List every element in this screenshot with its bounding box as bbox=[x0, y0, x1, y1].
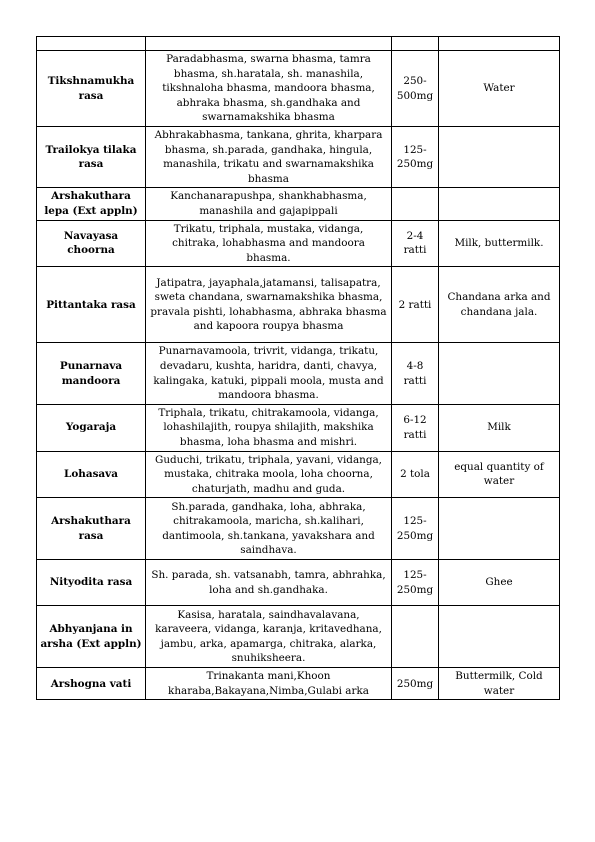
dose-cell: 125-250mg bbox=[392, 498, 439, 560]
anupana-cell bbox=[439, 498, 560, 560]
formulation-name: Trailokya tilaka rasa bbox=[37, 127, 146, 188]
formulation-name: Arshakuthara rasa bbox=[37, 498, 146, 560]
dose-cell: 6-12 ratti bbox=[392, 404, 439, 451]
table-row bbox=[37, 498, 560, 560]
dose-cell bbox=[392, 37, 439, 51]
table-row bbox=[37, 451, 560, 498]
dose-cell bbox=[392, 188, 439, 220]
anupana-cell: Chandana arka and chandana jala. bbox=[439, 267, 560, 343]
anupana-cell bbox=[439, 343, 560, 404]
anupana-cell bbox=[439, 188, 560, 220]
ingredients-cell: Sh.parada, gandhaka, loha, abhraka, chitrakamoola, maricha, sh.kalihari, dantimoola, sh.tankana, yavakshara and saindhava. bbox=[146, 498, 392, 560]
table-row bbox=[37, 668, 560, 700]
dose-cell: 2 tola bbox=[392, 451, 439, 498]
anupana-cell bbox=[439, 127, 560, 188]
anupana-cell: Milk bbox=[439, 404, 560, 451]
ingredients-cell: Abhrakabhasma, tankana, ghrita, kharpara bhasma, sh.parada, gandhaka, hingula, manashila, trikatu and swarnamakshika bhasma bbox=[146, 127, 392, 188]
table-row bbox=[37, 220, 560, 267]
table-row bbox=[37, 37, 560, 51]
formulation-name: Punarnava mandoora bbox=[37, 343, 146, 404]
ingredients-cell: Kanchanarapushpa, shankhabhasma, manashila and gajapippali bbox=[146, 188, 392, 220]
formulation-name: Arshakuthara lepa (Ext appln) bbox=[37, 188, 146, 220]
table-row bbox=[37, 127, 560, 188]
table-row bbox=[37, 51, 560, 127]
formulation-name: Tikshnamukha rasa bbox=[37, 51, 146, 127]
ingredients-cell: Kasisa, haratala, saindhavalavana, karaveera, vidanga, karanja, kritavedhana, jambu, arka, apamarga, chitraka, alarka, snuhiksheera. bbox=[146, 606, 392, 668]
formulation-name: Lohasava bbox=[37, 451, 146, 498]
table-row bbox=[37, 606, 560, 668]
formulations-table bbox=[36, 36, 560, 700]
dose-cell: 250mg bbox=[392, 668, 439, 700]
ingredients-cell: Paradabhasma, swarna bhasma, tamra bhasma, sh.haratala, sh. manashila, tikshnaloha bhasma, mandoora bhasma, abhraka bhasma, sh.gandhaka and swarnamakshika bhasma bbox=[146, 51, 392, 127]
anupana-cell: Ghee bbox=[439, 560, 560, 606]
dose-cell: 4-8 ratti bbox=[392, 343, 439, 404]
ingredients-cell: Punarnavamoola, trivrit, vidanga, trikatu, devadaru, kushta, haridra, danti, chavya, kalingaka, katuki, pippali moola, musta and mandoora bhasma. bbox=[146, 343, 392, 404]
table-row bbox=[37, 343, 560, 404]
formulation-name: Abhyanjana in arsha (Ext appln) bbox=[37, 606, 146, 668]
table-row bbox=[37, 188, 560, 220]
formulation-name: Navayasa choorna bbox=[37, 220, 146, 267]
formulation-name: Pittantaka rasa bbox=[37, 267, 146, 343]
dose-cell: 2 ratti bbox=[392, 267, 439, 343]
formulation-name: Arshogna vati bbox=[37, 668, 146, 700]
anupana-cell: Water bbox=[439, 51, 560, 127]
ingredients-cell: Guduchi, trikatu, triphala, yavani, vidanga, mustaka, chitraka moola, loha choorna, chaturjath, madhu and guda. bbox=[146, 451, 392, 498]
formulation-name bbox=[37, 37, 146, 51]
anupana-cell bbox=[439, 606, 560, 668]
table-row bbox=[37, 560, 560, 606]
anupana-cell: equal quantity of water bbox=[439, 451, 560, 498]
anupana-cell bbox=[439, 37, 560, 51]
dose-cell: 125-250mg bbox=[392, 127, 439, 188]
formulation-name: Nityodita rasa bbox=[37, 560, 146, 606]
ingredients-cell: Jatipatra, jayaphala,jatamansi, talisapatra, sweta chandana, swarnamakshika bhasma, pravala pishti, lohabhasma, abhraka bhasma and kapoora roupya bhasma bbox=[146, 267, 392, 343]
ingredients-cell: Triphala, trikatu, chitrakamoola, vidanga, lohashilajith, roupya shilajith, makshika bhasma, loha bhasma and mishri. bbox=[146, 404, 392, 451]
ingredients-cell: Trinakanta mani,Khoon kharaba,Bakayana,Nimba,Gulabi arka bbox=[146, 668, 392, 700]
anupana-cell: Milk, buttermilk. bbox=[439, 220, 560, 267]
dose-cell: 2-4 ratti bbox=[392, 220, 439, 267]
table-row bbox=[37, 404, 560, 451]
anupana-cell: Buttermilk, Cold water bbox=[439, 668, 560, 700]
ingredients-cell: Trikatu, triphala, mustaka, vidanga, chitraka, lohabhasma and mandoora bhasma. bbox=[146, 220, 392, 267]
table-row bbox=[37, 267, 560, 343]
formulation-name: Yogaraja bbox=[37, 404, 146, 451]
ingredients-cell bbox=[146, 37, 392, 51]
dose-cell: 125-250mg bbox=[392, 560, 439, 606]
dose-cell: 250-500mg bbox=[392, 51, 439, 127]
dose-cell bbox=[392, 606, 439, 668]
ingredients-cell: Sh. parada, sh. vatsanabh, tamra, abhrahka, loha and sh.gandhaka. bbox=[146, 560, 392, 606]
